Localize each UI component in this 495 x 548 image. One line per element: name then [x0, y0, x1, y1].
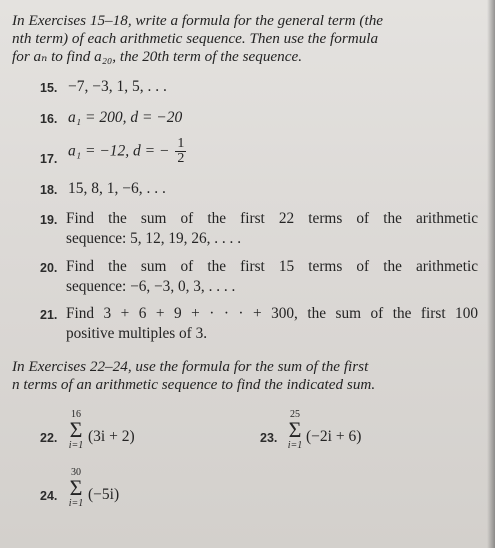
- fraction-numerator: 1: [177, 136, 185, 151]
- summation-upper-limit: 25: [290, 409, 300, 420]
- sigma-icon: Σ: [288, 417, 302, 442]
- summand-23: (−2i + 6): [306, 428, 362, 445]
- exercise-line: sequence: 5, 12, 19, 26, . . . .: [66, 230, 242, 247]
- sigma-icon: Σ: [69, 475, 83, 500]
- exercise-17-expression: a₁ = −12, d = −: [68, 142, 170, 160]
- summation-upper-limit: 30: [71, 467, 81, 478]
- exercise-16-text: a₁ = 200, d = −20: [68, 109, 183, 126]
- exercise-15-text: −7, −3, 1, 5, . . .: [68, 78, 167, 95]
- exercise-line: positive multiples of 3.: [66, 325, 208, 342]
- exercise-19-text: [66, 209, 478, 249]
- instructions-22-24: [12, 358, 482, 394]
- exercise-number: 19.: [40, 213, 58, 227]
- exercise-number: 21.: [40, 308, 58, 322]
- exercise-number: 22.: [40, 431, 58, 445]
- exercise-number: 17.: [40, 152, 58, 166]
- fraction-denominator: 2: [177, 151, 185, 166]
- summation-lower-limit: i=1: [68, 498, 84, 509]
- summation-lower-limit: i=1: [68, 440, 84, 451]
- instructions-line: n terms of an arithmetic sequence to find the indicated sum.: [12, 376, 376, 393]
- exercise-number: 16.: [40, 112, 58, 126]
- exercise-line: Find the sum of the first 15 terms of the arithmetic: [66, 258, 478, 275]
- instructions-15-18: [12, 12, 482, 66]
- exercise-number: 15.: [40, 81, 58, 95]
- summation-lower-limit: i=1: [287, 440, 303, 451]
- exercise-line: Find the sum of the first 22 terms of the arithmetic: [66, 210, 478, 227]
- sigma-icon: Σ: [69, 417, 83, 442]
- exercise-number: 20.: [40, 261, 58, 275]
- exercise-18-text: 15, 8, 1, −6, . . .: [68, 180, 166, 197]
- exercise-line: sequence: −6, −3, 0, 3, . . . .: [66, 278, 236, 295]
- page-edge-shadow: [487, 0, 495, 548]
- summation-upper-limit: 16: [71, 409, 81, 420]
- exercise-20-text: [66, 257, 478, 297]
- exercise-21-text: [66, 304, 478, 344]
- fraction: [175, 137, 186, 166]
- summation-23: [285, 409, 305, 451]
- instructions-line: In Exercises 22–24, use the formula for the sum of the first: [12, 358, 369, 375]
- exercise-line: Find 3 + 6 + 9 + · · · + 300, the sum of the first 100: [66, 305, 478, 322]
- instructions-line: for aₙ to find a₂₀, the 20th term of the sequence.: [12, 48, 303, 65]
- summand-22: (3i + 2): [88, 428, 135, 445]
- summand-24: (−5i): [88, 486, 120, 503]
- exercise-number: 23.: [260, 431, 278, 445]
- summation-22: [66, 409, 86, 451]
- exercise-number: 18.: [40, 183, 58, 197]
- exercise-number: 24.: [40, 489, 58, 503]
- instructions-line: nth term) of each arithmetic sequence. Then use the formula: [12, 30, 379, 47]
- instructions-line: In Exercises 15–18, write a formula for the general term (the: [12, 12, 384, 29]
- exercise-17-text: [68, 137, 186, 166]
- summation-24: [66, 467, 86, 509]
